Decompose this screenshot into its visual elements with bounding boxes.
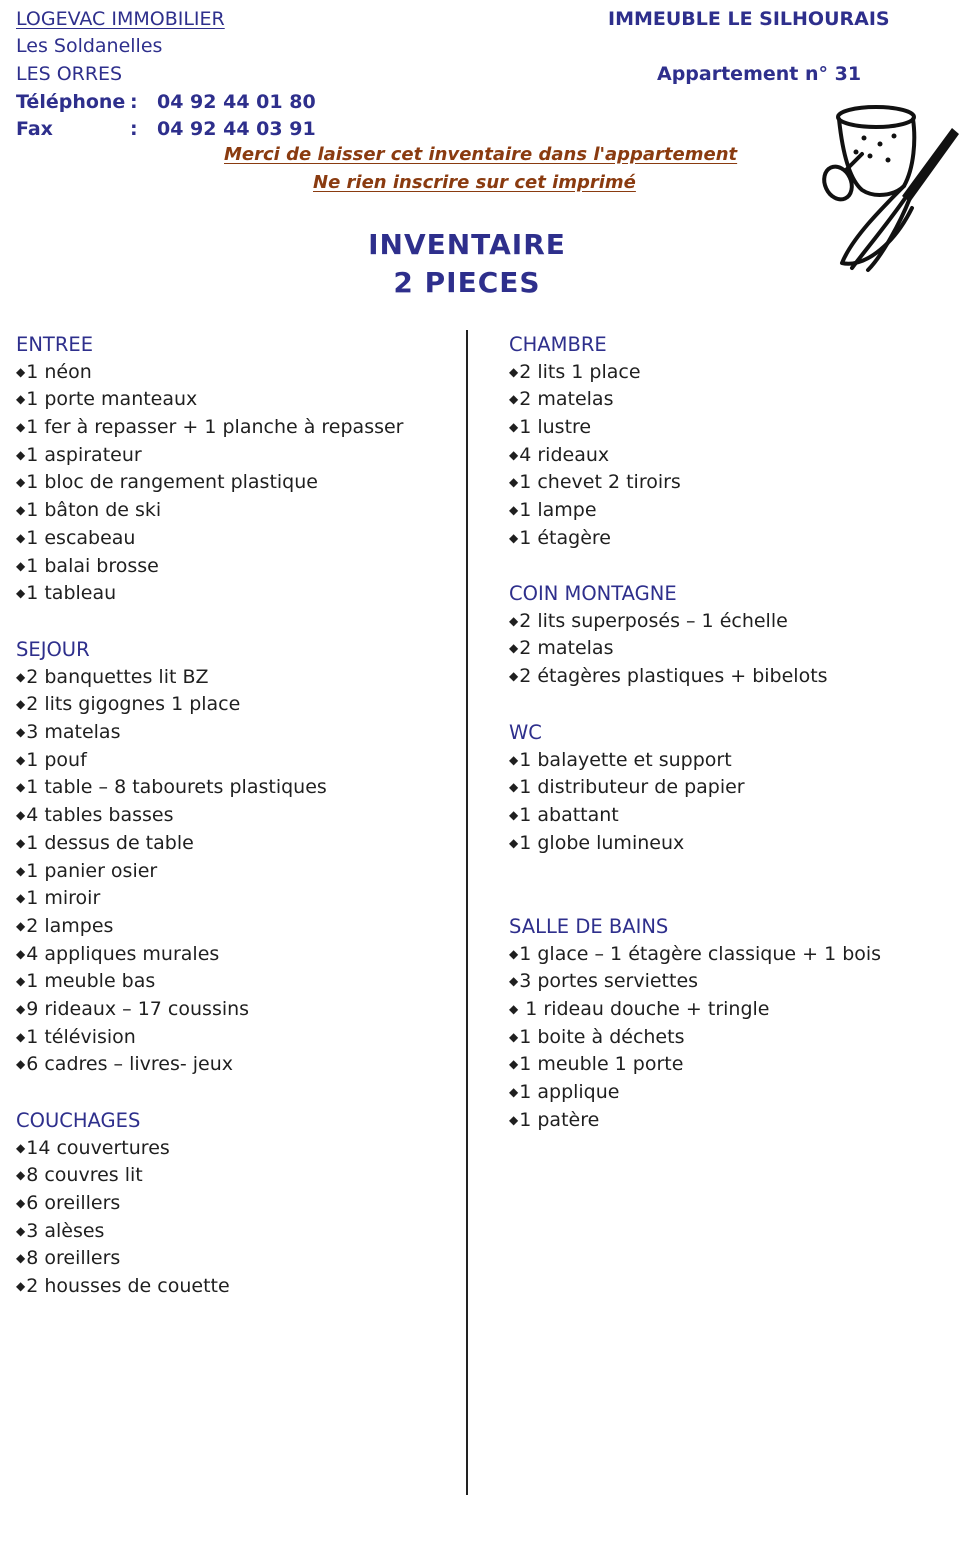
section-title: COIN MONTAGNE <box>509 582 677 605</box>
agency-name: LOGEVAC IMMOBILIER <box>16 8 225 30</box>
bullet-icon: ◆ <box>509 1002 519 1017</box>
fax-separator: : <box>130 118 138 140</box>
list-item: ◆2 banquettes lit BZ <box>16 665 209 688</box>
section-title: SALLE DE BAINS <box>509 915 669 938</box>
list-item: ◆4 rideaux <box>509 443 610 466</box>
list-item: ◆2 matelas <box>509 388 614 411</box>
list-item: ◆8 couvres lit <box>16 1164 143 1187</box>
bullet-icon: ◆ <box>16 530 26 545</box>
list-item: ◆1 balayette et support <box>509 748 732 771</box>
section-sejour <box>16 636 327 1079</box>
bullet-icon: ◆ <box>509 392 519 407</box>
document-title: INVENTAIRE <box>368 228 566 261</box>
bullet-icon: ◆ <box>16 669 26 684</box>
bullet-icon: ◆ <box>509 530 519 545</box>
list-item: ◆1 pouf <box>16 748 87 771</box>
bullet-icon: ◆ <box>16 1168 26 1183</box>
list-item: ◆6 cadres – livres- jeux <box>16 1053 234 1076</box>
bullet-icon: ◆ <box>16 1279 26 1294</box>
bullet-icon: ◆ <box>16 420 26 435</box>
bullet-icon: ◆ <box>16 780 26 795</box>
bullet-icon: ◆ <box>16 1140 26 1155</box>
bullet-icon: ◆ <box>16 1196 26 1211</box>
list-item: ◆1 patère <box>509 1108 600 1131</box>
bullet-icon: ◆ <box>509 946 519 961</box>
list-item: ◆1 lampe <box>509 499 597 522</box>
list-item: ◆1 chevet 2 tiroirs <box>509 471 681 494</box>
bullet-icon: ◆ <box>509 1029 519 1044</box>
list-item: ◆ 1 rideau douche + tringle <box>509 998 770 1021</box>
list-item: ◆1 meuble 1 porte <box>509 1053 684 1076</box>
list-item: ◆1 meuble bas <box>16 970 156 993</box>
document-subtitle: 2 PIECES <box>393 266 541 299</box>
bullet-icon: ◆ <box>16 918 26 933</box>
section-entree <box>16 331 404 608</box>
whisk-and-bowl-icon <box>812 98 960 280</box>
list-item: ◆1 panier osier <box>16 859 158 882</box>
bullet-icon: ◆ <box>16 725 26 740</box>
bullet-icon: ◆ <box>16 863 26 878</box>
list-item: ◆1 globe lumineux <box>509 831 685 854</box>
bullet-icon: ◆ <box>509 808 519 823</box>
bullet-icon: ◆ <box>509 475 519 490</box>
notice-leave-inventory: Merci de laisser cet inventaire dans l'appartement <box>224 144 738 165</box>
bullet-icon: ◆ <box>16 808 26 823</box>
list-item: ◆2 lits 1 place <box>509 360 641 383</box>
bullet-icon: ◆ <box>16 364 26 379</box>
list-item: ◆9 rideaux – 17 coussins <box>16 997 250 1020</box>
phone-separator: : <box>130 91 138 113</box>
agency-address-line2: LES ORRES <box>16 63 123 85</box>
list-item: ◆2 housses de couette <box>16 1275 230 1298</box>
list-item: ◆1 table – 8 tabourets plastiques <box>16 776 327 799</box>
bullet-icon: ◆ <box>16 558 26 573</box>
list-item: ◆14 couvertures <box>16 1136 170 1159</box>
list-item: ◆3 matelas <box>16 721 121 744</box>
agency-address-line1: Les Soldanelles <box>16 35 163 57</box>
bullet-icon: ◆ <box>509 752 519 767</box>
bullet-icon: ◆ <box>509 503 519 518</box>
list-item: ◆1 tableau <box>16 582 117 605</box>
list-item: ◆3 portes serviettes <box>509 970 699 993</box>
list-item: ◆6 oreillers <box>16 1192 121 1215</box>
bullet-icon: ◆ <box>16 752 26 767</box>
list-item: ◆1 distributeur de papier <box>509 776 745 799</box>
section-chambre <box>509 331 681 553</box>
list-item: ◆1 étagère <box>509 526 611 549</box>
bullet-icon: ◆ <box>509 1112 519 1127</box>
list-item: ◆2 lampes <box>16 914 114 937</box>
bullet-icon: ◆ <box>16 392 26 407</box>
list-item: ◆1 dessus de table <box>16 831 194 854</box>
list-item: ◆1 porte manteaux <box>16 388 198 411</box>
section-couchages <box>16 1107 230 1301</box>
list-item: ◆2 lits superposés – 1 échelle <box>509 609 788 632</box>
section-wc <box>509 719 745 857</box>
bullet-icon: ◆ <box>509 641 519 656</box>
section-title: CHAMBRE <box>509 333 607 356</box>
bullet-icon: ◆ <box>509 1057 519 1072</box>
list-item: ◆1 fer à repasser + 1 planche à repasser <box>16 416 404 439</box>
list-item: ◆1 bloc de rangement plastique <box>16 471 318 494</box>
bullet-icon: ◆ <box>16 503 26 518</box>
bullet-icon: ◆ <box>509 974 519 989</box>
bullet-icon: ◆ <box>16 447 26 462</box>
bullet-icon: ◆ <box>509 1085 519 1100</box>
bullet-icon: ◆ <box>16 1057 26 1072</box>
list-item: ◆8 oreillers <box>16 1247 121 1270</box>
bullet-icon: ◆ <box>16 946 26 961</box>
list-item: ◆4 tables basses <box>16 804 174 827</box>
bullet-icon: ◆ <box>16 1223 26 1238</box>
list-item: ◆4 appliques murales <box>16 942 220 965</box>
phone-label: Téléphone <box>16 91 126 113</box>
section-title: COUCHAGES <box>16 1109 141 1132</box>
list-item: ◆1 télévision <box>16 1025 136 1048</box>
bullet-icon: ◆ <box>509 613 519 628</box>
bullet-icon: ◆ <box>16 475 26 490</box>
phone-number: 04 92 44 01 80 <box>157 91 316 113</box>
list-item: ◆1 abattant <box>509 804 619 827</box>
building-name: IMMEUBLE LE SILHOURAIS <box>608 8 890 30</box>
list-item: ◆1 aspirateur <box>16 443 142 466</box>
bullet-icon: ◆ <box>16 1001 26 1016</box>
bullet-icon: ◆ <box>509 780 519 795</box>
list-item: ◆3 alèses <box>16 1219 105 1242</box>
section-salle-de-bains <box>509 913 881 1135</box>
bullet-icon: ◆ <box>509 669 519 684</box>
list-item: ◆2 étagères plastiques + bibelots <box>509 665 828 688</box>
bullet-icon: ◆ <box>16 1029 26 1044</box>
list-item: ◆2 matelas <box>509 637 614 660</box>
fax-number: 04 92 44 03 91 <box>157 118 316 140</box>
list-item: ◆1 glace – 1 étagère classique + 1 bois <box>509 942 882 965</box>
list-item: ◆1 bâton de ski <box>16 499 162 522</box>
fax-label: Fax <box>16 118 53 140</box>
bullet-icon: ◆ <box>16 586 26 601</box>
list-item: ◆1 boite à déchets <box>509 1025 685 1048</box>
bullet-icon: ◆ <box>509 835 519 850</box>
column-divider <box>466 330 468 1495</box>
list-item: ◆1 applique <box>509 1081 620 1104</box>
notice-do-not-write: Ne rien inscrire sur cet imprimé <box>313 172 636 193</box>
bullet-icon: ◆ <box>16 891 26 906</box>
bullet-icon: ◆ <box>509 364 519 379</box>
apartment-number: Appartement n° 31 <box>657 63 862 85</box>
bullet-icon: ◆ <box>16 1251 26 1266</box>
section-title: ENTREE <box>16 333 94 356</box>
list-item: ◆1 lustre <box>509 416 592 439</box>
bullet-icon: ◆ <box>16 974 26 989</box>
list-item: ◆1 escabeau <box>16 526 136 549</box>
section-title: WC <box>509 721 542 744</box>
section-coin-montagne <box>509 580 828 691</box>
bullet-icon: ◆ <box>16 697 26 712</box>
bullet-icon: ◆ <box>509 420 519 435</box>
list-item: ◆1 balai brosse <box>16 554 159 577</box>
list-item: ◆1 miroir <box>16 887 101 910</box>
list-item: ◆1 néon <box>16 360 92 383</box>
bullet-icon: ◆ <box>16 835 26 850</box>
bullet-icon: ◆ <box>509 447 519 462</box>
list-item: ◆2 lits gigognes 1 place <box>16 693 241 716</box>
section-title: SEJOUR <box>16 638 90 661</box>
